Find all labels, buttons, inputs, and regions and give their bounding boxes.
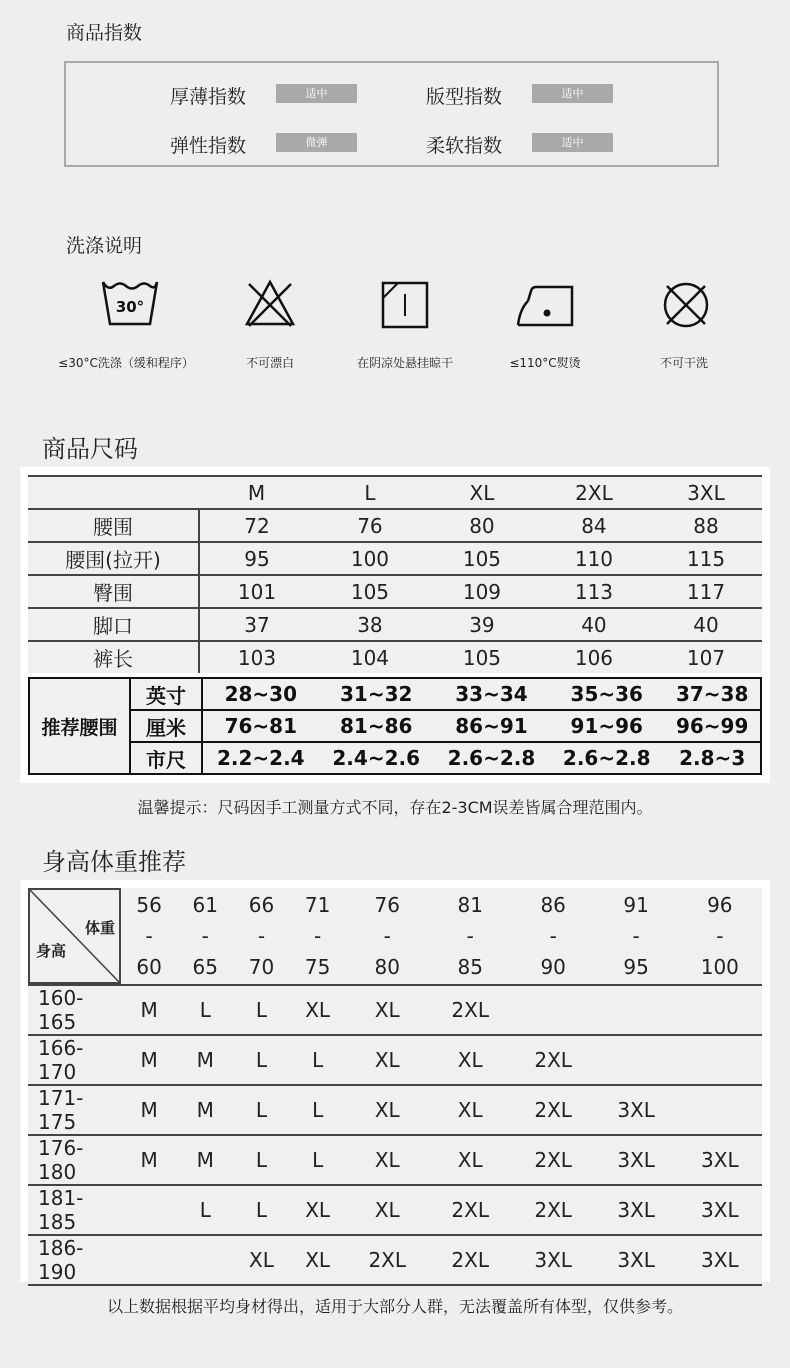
recommend-group-label: 推荐腰围 bbox=[29, 678, 130, 774]
no-bleach-icon bbox=[243, 278, 297, 330]
wash-label: 不可干洗 bbox=[659, 356, 708, 370]
size-header-row bbox=[28, 476, 762, 509]
table-row bbox=[28, 575, 762, 608]
size-cell: 107 bbox=[686, 645, 726, 670]
size-cell: XL bbox=[290, 1185, 346, 1235]
size-header-cell: 3XL bbox=[687, 480, 725, 505]
height-label: 181-185 bbox=[28, 1185, 121, 1235]
wash-label: 不可漂白 bbox=[245, 356, 294, 370]
size-cell: XL bbox=[429, 1035, 512, 1085]
size-cell: 3XL bbox=[595, 1085, 678, 1135]
size-cell: 80 bbox=[469, 513, 495, 538]
recommend-unit: 厘米 bbox=[130, 710, 202, 742]
table-row bbox=[28, 1185, 762, 1235]
size-cell: XL bbox=[429, 1085, 512, 1135]
size-cell: 37 bbox=[244, 612, 270, 637]
size-cell: 2XL bbox=[512, 1135, 595, 1185]
table-row bbox=[29, 678, 761, 710]
weight-range: 91 - 95 bbox=[595, 888, 678, 985]
height-label: 176-180 bbox=[28, 1135, 121, 1185]
recommend-cell: 2.6~2.8 bbox=[434, 742, 549, 774]
size-header-cell bbox=[28, 476, 199, 509]
size-cell: XL bbox=[346, 1185, 429, 1235]
size-cell: L bbox=[233, 1185, 289, 1235]
line-dry-shade-icon bbox=[380, 280, 430, 330]
washing-title: 洗涤说明 bbox=[66, 235, 143, 257]
recommend-cell: 33~34 bbox=[434, 678, 549, 710]
weight-header-row bbox=[28, 888, 762, 985]
size-cell: M bbox=[177, 1135, 233, 1185]
size-cell: L bbox=[177, 985, 233, 1035]
corner-box bbox=[28, 888, 121, 984]
height-label: 171-175 bbox=[28, 1085, 121, 1135]
recommend-cell: 2.8~3 bbox=[664, 742, 761, 774]
size-cell bbox=[678, 1085, 762, 1135]
wash-label: ≤110°C熨烫 bbox=[509, 356, 581, 370]
iron-110-icon bbox=[514, 281, 576, 329]
table-row bbox=[28, 608, 762, 641]
recommend-cell: 86~91 bbox=[434, 710, 549, 742]
size-cell: 84 bbox=[581, 513, 607, 538]
size-cell: 117 bbox=[686, 579, 726, 604]
size-cell: XL bbox=[290, 985, 346, 1035]
size-cell: M bbox=[177, 1085, 233, 1135]
corner-height-label: 身高 bbox=[36, 942, 67, 960]
recommend-waist-table bbox=[28, 677, 762, 775]
table-row bbox=[28, 1035, 762, 1085]
height-weight-title: 身高体重推荐 bbox=[42, 848, 186, 876]
table-row bbox=[28, 1235, 762, 1285]
recommend-cell: 76~81 bbox=[202, 710, 319, 742]
recommend-cell: 91~96 bbox=[549, 710, 664, 742]
size-cell bbox=[121, 1185, 177, 1235]
weight-range: 86 - 90 bbox=[512, 888, 595, 985]
size-section bbox=[20, 467, 770, 783]
size-cell: XL bbox=[346, 1085, 429, 1135]
wash-label: ≤30°C洗涤（缓和程序） bbox=[58, 356, 194, 370]
weight-range: 61 - 65 bbox=[177, 888, 233, 985]
wash-30-icon bbox=[100, 278, 160, 332]
recommend-cell: 96~99 bbox=[664, 710, 761, 742]
size-cell: 101 bbox=[237, 579, 277, 604]
recommend-unit: 市尺 bbox=[130, 742, 202, 774]
size-cell bbox=[121, 1235, 177, 1285]
size-cell: 3XL bbox=[678, 1135, 762, 1185]
size-cell: L bbox=[290, 1135, 346, 1185]
size-cell: 3XL bbox=[678, 1185, 762, 1235]
size-cell: 88 bbox=[693, 513, 719, 538]
size-row-label: 脚口 bbox=[28, 608, 199, 641]
size-row-label: 腰围 bbox=[28, 509, 199, 542]
size-cell: 3XL bbox=[595, 1185, 678, 1235]
recommend-cell: 2.2~2.4 bbox=[202, 742, 319, 774]
size-cell: 40 bbox=[581, 612, 607, 637]
size-cell bbox=[678, 985, 762, 1035]
size-row-label: 臀围 bbox=[28, 575, 199, 608]
size-cell: M bbox=[121, 1035, 177, 1085]
size-cell: 105 bbox=[462, 546, 502, 571]
size-cell: 110 bbox=[574, 546, 614, 571]
size-cell: 109 bbox=[462, 579, 502, 604]
recommend-cell: 31~32 bbox=[319, 678, 434, 710]
size-cell: M bbox=[121, 1085, 177, 1135]
height-label: 160-165 bbox=[28, 985, 121, 1035]
size-tip: 温馨提示：尺码因手工测量方式不同，存在2-3CM误差皆属合理范围内。 bbox=[137, 798, 653, 817]
size-cell bbox=[512, 985, 595, 1035]
size-cell bbox=[595, 985, 678, 1035]
size-cell: 115 bbox=[686, 546, 726, 571]
index-badge: 适中 bbox=[276, 84, 357, 103]
table-row bbox=[28, 1135, 762, 1185]
size-title: 商品尺码 bbox=[42, 435, 138, 463]
size-cell bbox=[678, 1035, 762, 1085]
size-cell: 2XL bbox=[512, 1185, 595, 1235]
size-cell: 39 bbox=[469, 612, 495, 637]
size-cell: 2XL bbox=[346, 1235, 429, 1285]
height-weight-section bbox=[20, 880, 770, 1282]
size-cell: 104 bbox=[350, 645, 390, 670]
size-cell bbox=[177, 1235, 233, 1285]
size-cell: M bbox=[121, 985, 177, 1035]
index-label: 版型指数 bbox=[426, 86, 503, 108]
size-cell: XL bbox=[346, 1135, 429, 1185]
size-cell: 72 bbox=[244, 513, 270, 538]
size-header-cell: L bbox=[364, 480, 376, 505]
table-row bbox=[28, 1085, 762, 1135]
table-row bbox=[28, 985, 762, 1035]
table-row bbox=[28, 509, 762, 542]
size-cell: 40 bbox=[693, 612, 719, 637]
height-label: 166-170 bbox=[28, 1035, 121, 1085]
weight-range: 96 - 100 bbox=[678, 888, 762, 985]
weight-range: 66 - 70 bbox=[233, 888, 289, 985]
table-row bbox=[28, 641, 762, 673]
index-badge: 微弹 bbox=[276, 133, 357, 152]
table-row bbox=[29, 742, 761, 774]
weight-range: 71 - 75 bbox=[290, 888, 346, 985]
size-cell: 95 bbox=[244, 546, 270, 571]
size-cell: 105 bbox=[462, 645, 502, 670]
size-cell: 3XL bbox=[512, 1235, 595, 1285]
height-label: 186-190 bbox=[28, 1235, 121, 1285]
size-row-label: 裤长 bbox=[28, 641, 199, 673]
size-cell: L bbox=[233, 985, 289, 1035]
size-cell: 76 bbox=[357, 513, 383, 538]
size-cell: L bbox=[290, 1035, 346, 1085]
index-box bbox=[64, 61, 719, 167]
size-cell: 106 bbox=[574, 645, 614, 670]
height-weight-table bbox=[28, 888, 762, 1286]
size-cell: XL bbox=[429, 1135, 512, 1185]
corner-weight-label: 体重 bbox=[84, 919, 115, 937]
size-cell: 2XL bbox=[429, 985, 512, 1035]
index-label: 厚薄指数 bbox=[170, 86, 247, 108]
weight-range: 76 - 80 bbox=[346, 888, 429, 985]
size-cell: 3XL bbox=[595, 1135, 678, 1185]
size-cell: XL bbox=[346, 1035, 429, 1085]
size-cell: 3XL bbox=[678, 1235, 762, 1285]
corner-cell bbox=[28, 888, 121, 985]
size-cell: L bbox=[233, 1035, 289, 1085]
size-cell: 38 bbox=[357, 612, 383, 637]
recommend-cell: 37~38 bbox=[664, 678, 761, 710]
size-cell: XL bbox=[346, 985, 429, 1035]
size-cell: XL bbox=[290, 1235, 346, 1285]
size-cell: M bbox=[177, 1035, 233, 1085]
recommend-cell: 28~30 bbox=[202, 678, 319, 710]
recommend-cell: 2.6~2.8 bbox=[549, 742, 664, 774]
size-cell: 103 bbox=[237, 645, 277, 670]
table-row bbox=[28, 542, 762, 575]
size-cell: 2XL bbox=[429, 1235, 512, 1285]
recommend-cell: 81~86 bbox=[319, 710, 434, 742]
wash-label: 在阴凉处悬挂晾干 bbox=[356, 356, 453, 370]
size-cell: 105 bbox=[350, 579, 390, 604]
table-row bbox=[29, 710, 761, 742]
size-cell: 100 bbox=[350, 546, 390, 571]
size-cell: L bbox=[290, 1085, 346, 1135]
height-weight-note: 以上数据根据平均身材得出，适用于大部分人群，无法覆盖所有体型，仅供参考。 bbox=[106, 1297, 683, 1316]
weight-range: 81 - 85 bbox=[429, 888, 512, 985]
wash-temp-label: 30° bbox=[115, 298, 145, 316]
size-row-label: 腰围(拉开) bbox=[28, 542, 199, 575]
size-header-cell: M bbox=[247, 480, 266, 505]
recommend-cell: 2.4~2.6 bbox=[319, 742, 434, 774]
weight-range: 56 - 60 bbox=[121, 888, 177, 985]
index-badge: 适中 bbox=[532, 84, 613, 103]
size-cell bbox=[595, 1035, 678, 1085]
size-cell: L bbox=[177, 1185, 233, 1235]
index-label: 弹性指数 bbox=[170, 135, 247, 157]
size-cell: M bbox=[121, 1135, 177, 1185]
recommend-cell: 35~36 bbox=[549, 678, 664, 710]
size-cell: L bbox=[233, 1135, 289, 1185]
size-cell: 2XL bbox=[429, 1185, 512, 1235]
size-cell: 2XL bbox=[512, 1035, 595, 1085]
index-title: 商品指数 bbox=[66, 22, 143, 44]
size-table bbox=[28, 475, 762, 673]
index-label: 柔软指数 bbox=[426, 135, 503, 157]
no-dry-clean-icon bbox=[659, 280, 713, 330]
size-cell: XL bbox=[233, 1235, 289, 1285]
size-header-cell: XL bbox=[469, 480, 495, 505]
size-cell: 113 bbox=[574, 579, 614, 604]
size-header-cell: 2XL bbox=[575, 480, 613, 505]
size-cell: 2XL bbox=[512, 1085, 595, 1135]
recommend-unit: 英寸 bbox=[130, 678, 202, 710]
size-cell: 3XL bbox=[595, 1235, 678, 1285]
index-badge: 适中 bbox=[532, 133, 613, 152]
size-cell: L bbox=[233, 1085, 289, 1135]
